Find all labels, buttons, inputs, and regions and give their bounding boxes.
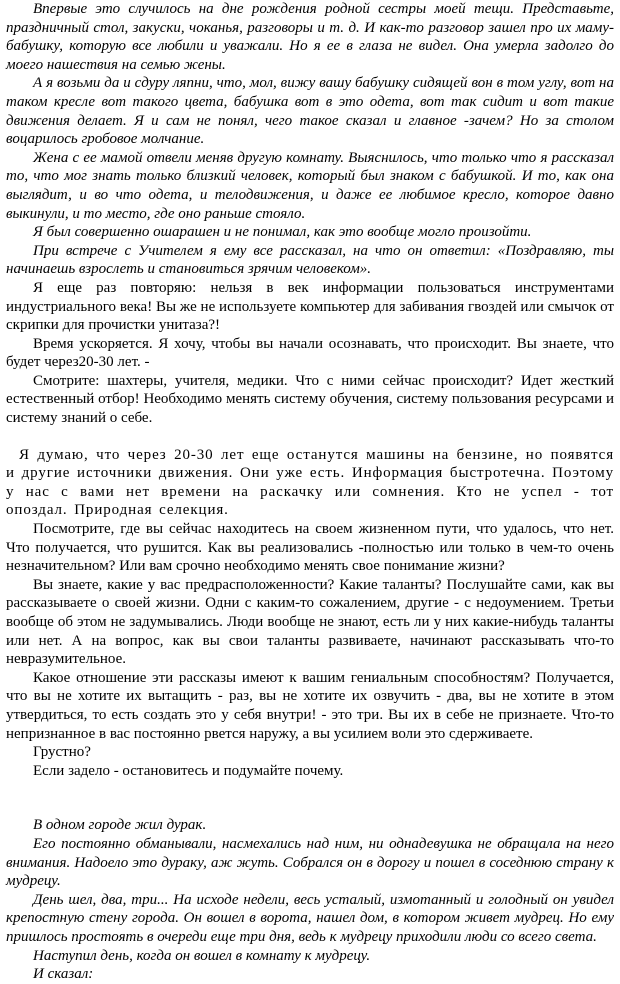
- paragraph-other-room: Жена с ее мамой отвели меняв другую комнату. Выяснилось, что только что я рассказал то, что мог знать только близкий человек, который был знаком с бабушкой. И то, как она выглядит, и во что одета, и телодвижения, и даже ее любимое кресло, которое давно выкинули, и то место, где оно раньше стояло.: [6, 149, 614, 222]
- spacer: [6, 780, 614, 816]
- paragraph-genius-abilities: Какое отношение эти рассказы имеют к вашим гениальным способностям? Получается, что вы не хотите их вытащить - раз, вы не хотите их озвучить - два, вы не хотите в этом утвердиться, то есть создать это у себя внутри! - это три. Вы их в себе не признаете. Что-то непризнанное в вас постоянно рвется наружу, а вы усилием воли это сдерживаете.: [6, 669, 614, 742]
- paragraph-life-path: Посмотрите, где вы сейчас находитесь на своем жизненном пути, что удалось, что нет. Что получается, что рушится. Как вы реализовались -полностью или только в чем-то очень незначительном? Или вам срочно необходимо менять свое понимание жизни?: [6, 521, 614, 575]
- paragraph-future-cars-spaced: Я думаю, что через 20-30 лет еще останутся машины на бензине, но появятся и другие источники движения.: [6, 446, 614, 482]
- paragraph-natural-selection: Смотрите: шахтеры, учителя, медики. Что с ними сейчас происходит? Идет жесткий естественный отбор! Необходимо менять систему обучения, систему пользования ресурсами и систему знаний о себе.: [6, 372, 614, 427]
- paragraph-sad-question: Грустно?: [33, 744, 91, 761]
- spacer: [6, 428, 614, 446]
- paragraph-future-cars: [6, 446, 614, 520]
- paragraph-shocked: Я был совершенно ошарашен и не понимал, как это вообще могло произойти.: [33, 224, 532, 241]
- paragraph-fool-deceived: Его постоянно обманывали, насмехались над ним, ни однадевушка не обращала на него внимания. Надоело это дураку, аж жуть. Собрался он в дорогу и пошел в соседнюю страну к мудрецу.: [6, 835, 614, 890]
- paragraph-grandmother-vision: А я возьми да и сдуру ляпни, что, мол, вижу вашу бабушку сидящей вон в том углу, вот на таком кресле вот такого цвета, бабушка вот в это одета, вот так сидит и вот такие движения делает. Я и сам не понял, чего такое сказал и главное -зачем? Но за столом воцарилось гробовое молчание.: [6, 75, 614, 148]
- paragraph-future-cars-tail: Они уже есть. Информация быстротечна. Поэтому у нас с вами нет времени на раскачку или сомнения. Кто не успел - тот опоздал. Природная селекция.: [6, 465, 614, 519]
- paragraph-stop-and-think: Если задело - остановитесь и подумайте почему.: [33, 762, 344, 779]
- paragraph-fool-said: И сказал:: [33, 966, 94, 983]
- paragraph-birthday: Впервые это случилось на дне рождения родной сестры моей тещи. Представьте, праздничный стол, закуски, чоканья, разговоры и т. д. И как-то разговор зашел про их маму-бабушку, которую все любили и уважали. Но я ее в глаза не видел. Она умерла задолго до моего нашествия на семью жены.: [6, 1, 614, 73]
- paragraph-talents: Вы знаете, какие у вас предрасположенности? Какие таланты? Послушайте сами, как вы рассказываете о своей жизни. Одни с каким-то сожалением, другие - с недоумением. Третьи вообще об этом не задумывались. Люди вообще не знают, есть ли у них какие-нибудь таланты или нет. А на вопрос, как вы свои таланты развиваете, начинают рассказывать что-то невразумительное.: [6, 576, 614, 668]
- paragraph-information-age: Я еще раз повторяю: нельзя в век информации пользоваться инструментами индустриального века! Вы же не используете компьютер для забивания гвоздей или смычок от скрипки для прочистки унитаза?!: [6, 279, 614, 334]
- paragraph-fool-entered: Наступил день, когда он вошел в комнату к мудрецу.: [33, 947, 371, 964]
- paragraph-fool-city: В одном городе жил дурак.: [33, 817, 207, 834]
- paragraph-fool-journey: День шел, два, три... На исходе недели, весь усталый, измотанный и голодный он увидел крепостную стену города. Он вошел в ворота, нашел дом, в котором живет мудрец. Но ему пришлось простоять в очереди еще три дня, ведь к мудрецу приходили люди со всего света.: [6, 891, 614, 945]
- paragraph-time-accelerates: Время ускоряется. Я хочу, чтобы вы начали осознавать, что происходит. Вы знаете, что будет через20-30 лет. -: [6, 335, 614, 371]
- paragraph-teacher-answer: При встрече с Учителем я ему все рассказал, на что он ответил: «Поздравляю, ты начинаешь взрослеть и становиться зрячим человеком».: [6, 242, 614, 278]
